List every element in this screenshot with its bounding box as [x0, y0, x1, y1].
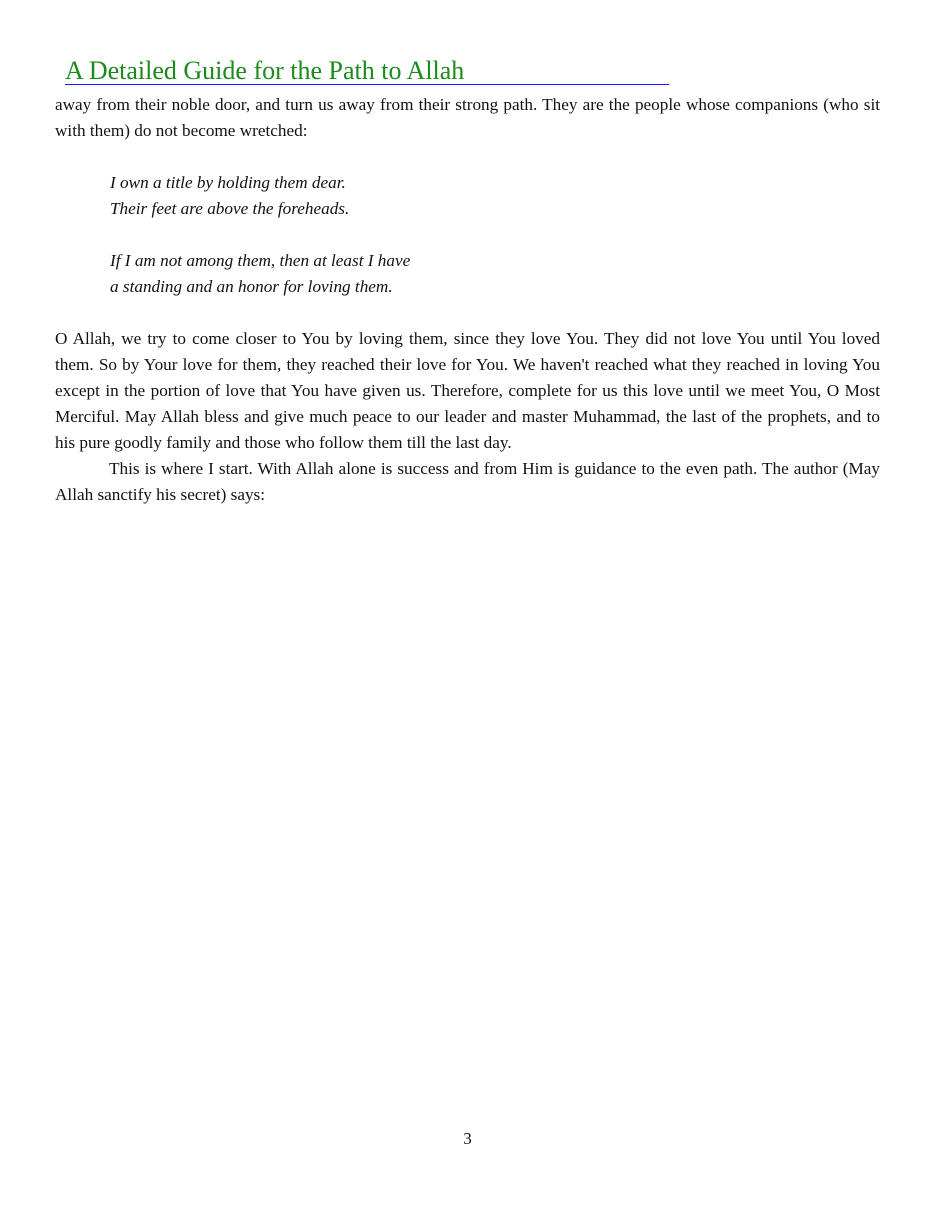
header-title: A Detailed Guide for the Path to Allah	[65, 56, 465, 85]
poem-line: I own a title by holding them dear.	[110, 173, 346, 192]
paragraph-prayer: O Allah, we try to come closer to You by loving them, since they love You. They did not love You until You loved them. So by Your love for them, they reached their love for You. We haven't reached what they reached in loving You except in the portion of love that You have given us. Therefore, complete for us this love until we meet You, O Most Merciful. May Allah bless and give much peace to our leader and master Muhammad, the last of the prophets, and to his pure goodly family and those who follow them till the last day.	[55, 329, 880, 452]
poem-line: If I am not among them, then at least I have	[110, 251, 411, 270]
page-content	[55, 92, 880, 508]
poem	[110, 170, 880, 300]
paragraph-start: This is where I start. With Allah alone is success and from Him is guidance to the even path. The author (May Allah sanctify his secret) says:	[55, 459, 880, 504]
stanza-gap	[110, 222, 880, 248]
paragraph-continuation: away from their noble door, and turn us away from their strong path. They are the people whose companions (who sit with them) do not become wretched:	[55, 95, 880, 140]
poem-line: a standing and an honor for loving them.	[110, 277, 393, 296]
poem-line: Their feet are above the foreheads.	[110, 199, 350, 218]
page-number: 3	[463, 1129, 472, 1148]
running-header	[65, 56, 669, 85]
